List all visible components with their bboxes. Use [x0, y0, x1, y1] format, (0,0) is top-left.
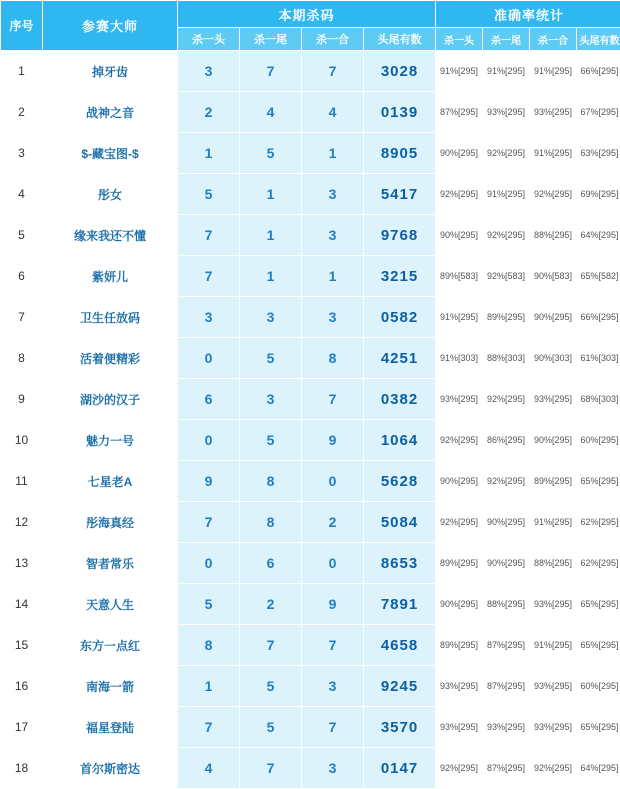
cell-rate-kill-tail: 92%[295] [483, 379, 530, 420]
cell-kill-head: 5 [178, 584, 240, 625]
cell-kill-tail: 7 [240, 748, 302, 789]
cell-head-tail-numbers: 5417 [364, 174, 436, 215]
cell-head-tail-numbers: 9245 [364, 666, 436, 707]
cell-seq: 11 [1, 461, 43, 502]
cell-head-tail-numbers: 1064 [364, 420, 436, 461]
cell-head-tail-numbers: 5628 [364, 461, 436, 502]
cell-rate-kill-sum: 88%[295] [530, 543, 577, 584]
cell-master-name: $-藏宝图-$ [43, 133, 178, 174]
cell-rate-kill-tail: 87%[295] [483, 748, 530, 789]
cell-rate-kill-sum: 90%[295] [530, 420, 577, 461]
cell-rate-kill-head: 89%[583] [436, 256, 483, 297]
cell-kill-head: 1 [178, 133, 240, 174]
cell-rate-kill-sum: 93%[295] [530, 379, 577, 420]
table-row [1, 256, 620, 297]
cell-kill-tail: 1 [240, 215, 302, 256]
cell-seq: 3 [1, 133, 43, 174]
cell-kill-sum: 9 [302, 420, 364, 461]
cell-master-name: 七星老A [43, 461, 178, 502]
cell-seq: 2 [1, 92, 43, 133]
cell-rate-kill-head: 90%[295] [436, 215, 483, 256]
cell-rate-kill-tail: 91%[295] [483, 174, 530, 215]
cell-rate-head-tail: 61%[303] [577, 338, 620, 379]
cell-head-tail-numbers: 8905 [364, 133, 436, 174]
cell-head-tail-numbers: 3215 [364, 256, 436, 297]
cell-rate-head-tail: 66%[295] [577, 297, 620, 338]
cell-seq: 1 [1, 51, 43, 92]
cell-kill-head: 3 [178, 51, 240, 92]
cell-master-name: 彤海真经 [43, 502, 178, 543]
cell-kill-tail: 5 [240, 666, 302, 707]
cell-seq: 18 [1, 748, 43, 789]
cell-rate-kill-head: 91%[303] [436, 338, 483, 379]
cell-rate-head-tail: 65%[582] [577, 256, 620, 297]
cell-rate-kill-head: 92%[295] [436, 502, 483, 543]
cell-rate-kill-sum: 93%[295] [530, 584, 577, 625]
cell-rate-kill-head: 90%[295] [436, 133, 483, 174]
cell-head-tail-numbers: 7891 [364, 584, 436, 625]
cell-rate-head-tail: 62%[295] [577, 502, 620, 543]
table-row [1, 461, 620, 502]
cell-kill-tail: 4 [240, 92, 302, 133]
cell-rate-kill-tail: 93%[295] [483, 707, 530, 748]
subheader-rate-head-tail: 头尾有数 [577, 28, 620, 51]
cell-rate-kill-tail: 87%[295] [483, 666, 530, 707]
cell-kill-sum: 3 [302, 666, 364, 707]
cell-rate-kill-head: 91%[295] [436, 51, 483, 92]
cell-master-name: 魅力一号 [43, 420, 178, 461]
table-row [1, 666, 620, 707]
cell-master-name: 彤女 [43, 174, 178, 215]
cell-rate-kill-head: 93%[295] [436, 666, 483, 707]
cell-kill-tail: 7 [240, 625, 302, 666]
cell-seq: 14 [1, 584, 43, 625]
cell-kill-head: 3 [178, 297, 240, 338]
cell-rate-head-tail: 65%[295] [577, 707, 620, 748]
cell-rate-kill-tail: 92%[295] [483, 133, 530, 174]
cell-master-name: 首尔斯密达 [43, 748, 178, 789]
table-row [1, 748, 620, 789]
cell-kill-tail: 8 [240, 502, 302, 543]
cell-master-name: 战神之音 [43, 92, 178, 133]
cell-head-tail-numbers: 3570 [364, 707, 436, 748]
cell-kill-tail: 2 [240, 584, 302, 625]
table-row [1, 584, 620, 625]
cell-seq: 8 [1, 338, 43, 379]
cell-seq: 12 [1, 502, 43, 543]
cell-master-name: 紫妍儿 [43, 256, 178, 297]
cell-rate-kill-tail: 92%[295] [483, 215, 530, 256]
cell-kill-head: 8 [178, 625, 240, 666]
cell-rate-head-tail: 65%[295] [577, 584, 620, 625]
cell-head-tail-numbers: 0582 [364, 297, 436, 338]
cell-kill-sum: 4 [302, 92, 364, 133]
cell-seq: 10 [1, 420, 43, 461]
cell-rate-kill-head: 90%[295] [436, 461, 483, 502]
cell-kill-sum: 3 [302, 297, 364, 338]
cell-seq: 6 [1, 256, 43, 297]
cell-rate-head-tail: 60%[295] [577, 420, 620, 461]
cell-kill-sum: 2 [302, 502, 364, 543]
cell-rate-kill-tail: 90%[295] [483, 502, 530, 543]
table-row [1, 502, 620, 543]
table-row [1, 420, 620, 461]
cell-kill-sum: 7 [302, 51, 364, 92]
cell-kill-tail: 5 [240, 420, 302, 461]
subheader-rate-kill-head: 杀一头 [436, 28, 483, 51]
cell-kill-head: 2 [178, 92, 240, 133]
cell-rate-head-tail: 68%[303] [577, 379, 620, 420]
cell-seq: 17 [1, 707, 43, 748]
table-row [1, 338, 620, 379]
cell-kill-head: 9 [178, 461, 240, 502]
cell-rate-head-tail: 62%[295] [577, 543, 620, 584]
cell-rate-kill-tail: 89%[295] [483, 297, 530, 338]
table-row [1, 174, 620, 215]
cell-seq: 13 [1, 543, 43, 584]
subheader-kill-head: 杀一头 [178, 28, 240, 51]
cell-kill-head: 6 [178, 379, 240, 420]
cell-master-name: 掉牙齿 [43, 51, 178, 92]
cell-rate-kill-tail: 91%[295] [483, 51, 530, 92]
cell-master-name: 福星登陆 [43, 707, 178, 748]
cell-kill-sum: 7 [302, 379, 364, 420]
cell-kill-sum: 0 [302, 461, 364, 502]
table-row [1, 133, 620, 174]
cell-seq: 4 [1, 174, 43, 215]
cell-rate-head-tail: 63%[295] [577, 133, 620, 174]
cell-master-name: 卫生任放码 [43, 297, 178, 338]
subheader-head-tail-numbers: 头尾有数 [364, 28, 436, 51]
cell-kill-tail: 5 [240, 707, 302, 748]
cell-kill-head: 4 [178, 748, 240, 789]
cell-rate-kill-head: 87%[295] [436, 92, 483, 133]
cell-rate-head-tail: 65%[295] [577, 461, 620, 502]
header-row-groups [1, 1, 620, 28]
header-seq: 序号 [1, 1, 43, 51]
cell-rate-kill-head: 90%[295] [436, 584, 483, 625]
table-row [1, 92, 620, 133]
table-row [1, 543, 620, 584]
cell-master-name: 南海一箭 [43, 666, 178, 707]
cell-seq: 16 [1, 666, 43, 707]
header-group-kill-code: 本期杀码 [178, 1, 436, 28]
cell-rate-kill-sum: 93%[295] [530, 92, 577, 133]
table-row [1, 215, 620, 256]
cell-head-tail-numbers: 4658 [364, 625, 436, 666]
cell-kill-head: 0 [178, 338, 240, 379]
cell-kill-sum: 3 [302, 174, 364, 215]
cell-head-tail-numbers: 0147 [364, 748, 436, 789]
cell-master-name: 湖沙的汉子 [43, 379, 178, 420]
cell-rate-kill-head: 89%[295] [436, 543, 483, 584]
cell-rate-kill-sum: 89%[295] [530, 461, 577, 502]
table-row [1, 297, 620, 338]
cell-rate-kill-sum: 91%[295] [530, 625, 577, 666]
cell-kill-head: 7 [178, 502, 240, 543]
cell-rate-head-tail: 64%[295] [577, 215, 620, 256]
cell-head-tail-numbers: 5084 [364, 502, 436, 543]
cell-kill-tail: 3 [240, 297, 302, 338]
table-body [1, 51, 620, 789]
cell-head-tail-numbers: 3028 [364, 51, 436, 92]
cell-kill-sum: 3 [302, 748, 364, 789]
cell-rate-kill-sum: 90%[303] [530, 338, 577, 379]
cell-rate-kill-tail: 90%[295] [483, 543, 530, 584]
cell-seq: 5 [1, 215, 43, 256]
cell-kill-head: 5 [178, 174, 240, 215]
cell-kill-sum: 8 [302, 338, 364, 379]
subheader-rate-kill-tail: 杀一尾 [483, 28, 530, 51]
table-row [1, 51, 620, 92]
cell-master-name: 智者常乐 [43, 543, 178, 584]
cell-rate-kill-sum: 93%[295] [530, 666, 577, 707]
cell-master-name: 天意人生 [43, 584, 178, 625]
cell-kill-head: 0 [178, 420, 240, 461]
cell-rate-head-tail: 67%[295] [577, 92, 620, 133]
cell-kill-sum: 7 [302, 625, 364, 666]
subheader-kill-sum: 杀一合 [302, 28, 364, 51]
table-header [1, 1, 620, 51]
cell-rate-kill-tail: 88%[295] [483, 584, 530, 625]
cell-kill-head: 7 [178, 256, 240, 297]
cell-kill-sum: 7 [302, 707, 364, 748]
cell-kill-sum: 3 [302, 215, 364, 256]
cell-kill-tail: 7 [240, 51, 302, 92]
cell-rate-head-tail: 65%[295] [577, 625, 620, 666]
cell-master-name: 活着便精彩 [43, 338, 178, 379]
cell-rate-kill-head: 92%[295] [436, 420, 483, 461]
cell-kill-tail: 3 [240, 379, 302, 420]
cell-master-name: 东方一点红 [43, 625, 178, 666]
cell-head-tail-numbers: 0382 [364, 379, 436, 420]
cell-rate-kill-sum: 92%[295] [530, 748, 577, 789]
cell-kill-tail: 5 [240, 133, 302, 174]
cell-rate-kill-head: 92%[295] [436, 174, 483, 215]
cell-rate-kill-sum: 90%[295] [530, 297, 577, 338]
cell-kill-sum: 9 [302, 584, 364, 625]
cell-kill-head: 7 [178, 215, 240, 256]
subheader-kill-tail: 杀一尾 [240, 28, 302, 51]
table-row [1, 707, 620, 748]
cell-rate-kill-head: 93%[295] [436, 707, 483, 748]
cell-master-name: 缘来我还不懂 [43, 215, 178, 256]
cell-kill-tail: 1 [240, 174, 302, 215]
table-row [1, 625, 620, 666]
header-master: 参赛大师 [43, 1, 178, 51]
cell-kill-head: 0 [178, 543, 240, 584]
cell-seq: 9 [1, 379, 43, 420]
cell-rate-head-tail: 66%[295] [577, 51, 620, 92]
cell-seq: 7 [1, 297, 43, 338]
cell-rate-kill-sum: 92%[295] [530, 174, 577, 215]
cell-kill-sum: 0 [302, 543, 364, 584]
cell-rate-head-tail: 69%[295] [577, 174, 620, 215]
cell-kill-tail: 6 [240, 543, 302, 584]
cell-rate-kill-tail: 92%[295] [483, 461, 530, 502]
cell-rate-head-tail: 64%[295] [577, 748, 620, 789]
cell-kill-sum: 1 [302, 133, 364, 174]
table-row [1, 379, 620, 420]
cell-rate-kill-head: 89%[295] [436, 625, 483, 666]
cell-head-tail-numbers: 0139 [364, 92, 436, 133]
cell-rate-kill-sum: 93%[295] [530, 707, 577, 748]
cell-rate-kill-sum: 91%[295] [530, 133, 577, 174]
cell-kill-head: 1 [178, 666, 240, 707]
cell-rate-kill-head: 91%[295] [436, 297, 483, 338]
cell-rate-kill-sum: 90%[583] [530, 256, 577, 297]
cell-rate-kill-head: 93%[295] [436, 379, 483, 420]
cell-kill-sum: 1 [302, 256, 364, 297]
cell-rate-kill-sum: 91%[295] [530, 502, 577, 543]
cell-rate-kill-tail: 92%[583] [483, 256, 530, 297]
subheader-rate-kill-sum: 杀一合 [530, 28, 577, 51]
cell-seq: 15 [1, 625, 43, 666]
cell-rate-kill-tail: 93%[295] [483, 92, 530, 133]
cell-rate-kill-head: 92%[295] [436, 748, 483, 789]
header-group-accuracy: 准确率统计 [436, 1, 620, 28]
cell-rate-head-tail: 60%[295] [577, 666, 620, 707]
cell-kill-tail: 8 [240, 461, 302, 502]
cell-rate-kill-tail: 87%[295] [483, 625, 530, 666]
cell-rate-kill-sum: 91%[295] [530, 51, 577, 92]
cell-kill-tail: 5 [240, 338, 302, 379]
cell-head-tail-numbers: 9768 [364, 215, 436, 256]
cell-head-tail-numbers: 4251 [364, 338, 436, 379]
cell-head-tail-numbers: 8653 [364, 543, 436, 584]
cell-rate-kill-sum: 88%[295] [530, 215, 577, 256]
cell-kill-head: 7 [178, 707, 240, 748]
cell-kill-tail: 1 [240, 256, 302, 297]
cell-rate-kill-tail: 88%[303] [483, 338, 530, 379]
cell-rate-kill-tail: 86%[295] [483, 420, 530, 461]
